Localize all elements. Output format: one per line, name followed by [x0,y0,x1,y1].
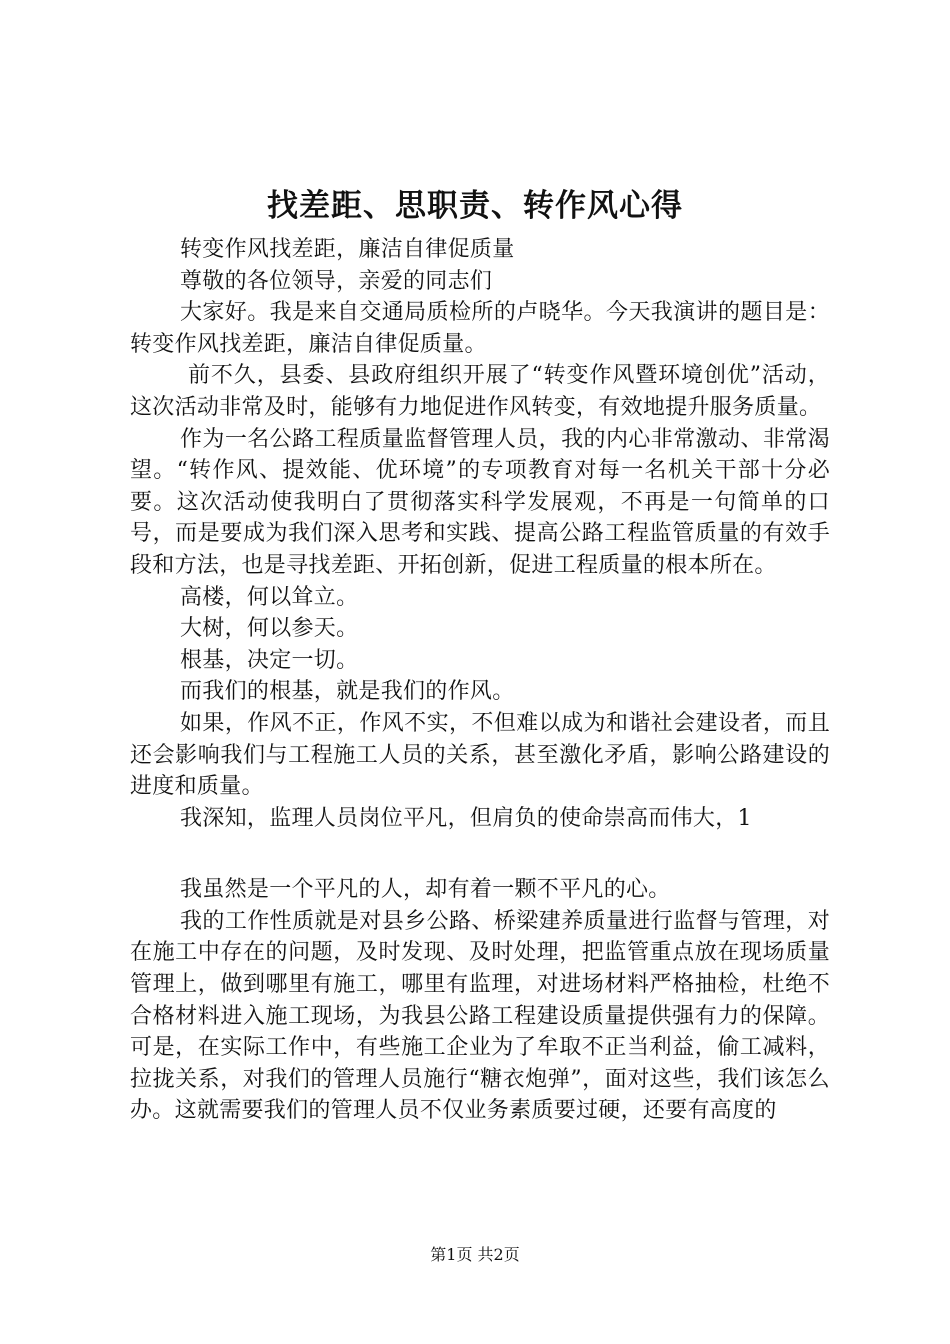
paragraph-subtitle: 转变作风找差距，廉洁自律促质量 [180,237,515,262]
paragraph-line: 大树，何以参天。 [180,616,359,642]
section-gap [130,834,830,874]
paragraph-mission: 我深知，监理人员岗位平凡，但肩负的使命崇高而伟大，1 [180,805,752,831]
paragraph-line: 根基，决定一切。 [180,647,359,673]
paragraph-style: 如果，作风不正，作风不实，不但难以成为和谐社会建设者，而且还会影响我们与工程施工人员的关系，甚至激化矛盾，影响公路建设的进度和质量。 [130,710,830,800]
document-body [130,234,830,1127]
paragraph-heart: 我虽然是一个平凡的人，却有着一颗不平凡的心。 [180,877,671,903]
paragraph-activity: 前不久，县委、县政府组织开展了“转变作风暨环境创优”活动，这次活动非常及时，能够有力地促进作风转变，有效地提升服务质量。 [130,363,830,420]
paragraph-intro: 大家好。我是来自交通局质检所的卢晓华。今天我演讲的题目是：转变作风找差距，廉洁自律促质量。 [130,300,830,357]
paragraph-role: 作为一名公路工程质量监督管理人员，我的内心非常激动、非常渴望。“转作风、提效能、优环境”的专项教育对每一名机关干部十分必要。这次活动使我明白了贯彻落实科学发展观，不再是一句简单的口号，而是要成为我们深入思考和实践、提高公路工程监管质量的有效手段和方法，也是寻找差距、开拓创新，促进工程质量的根本所在。 [130,426,830,578]
paragraph-salutation: 尊敬的各位领导，亲爱的同志们 [180,268,493,294]
paragraph-line: 而我们的根基，就是我们的作风。 [180,679,515,705]
paragraph-work: 我的工作性质就是对县乡公路、桥梁建养质量进行监督与管理，对在施工中存在的问题，及时发现、及时处理，把监管重点放在现场质量管理上，做到哪里有施工，哪里有监理，对进场材料严格抽检，杜绝不合格材料进入施工现场，为我县公路工程建设质量提供强有力的保障。可是，在实际工作中，有些施工企业为了牟取不正当利益，偷工减料，拉拢关系，对我们的管理人员施行“糖衣炮弹”，面对这些，我们该怎么办。这就需要我们的管理人员不仅业务素质要过硬，还要有高度的 [130,908,830,1124]
document-title: 找差距、思职责、转作风心得 [267,188,683,224]
paragraph-line: 高楼，何以耸立。 [180,584,359,610]
page-footer: 第1页 共2页 [430,1245,520,1264]
